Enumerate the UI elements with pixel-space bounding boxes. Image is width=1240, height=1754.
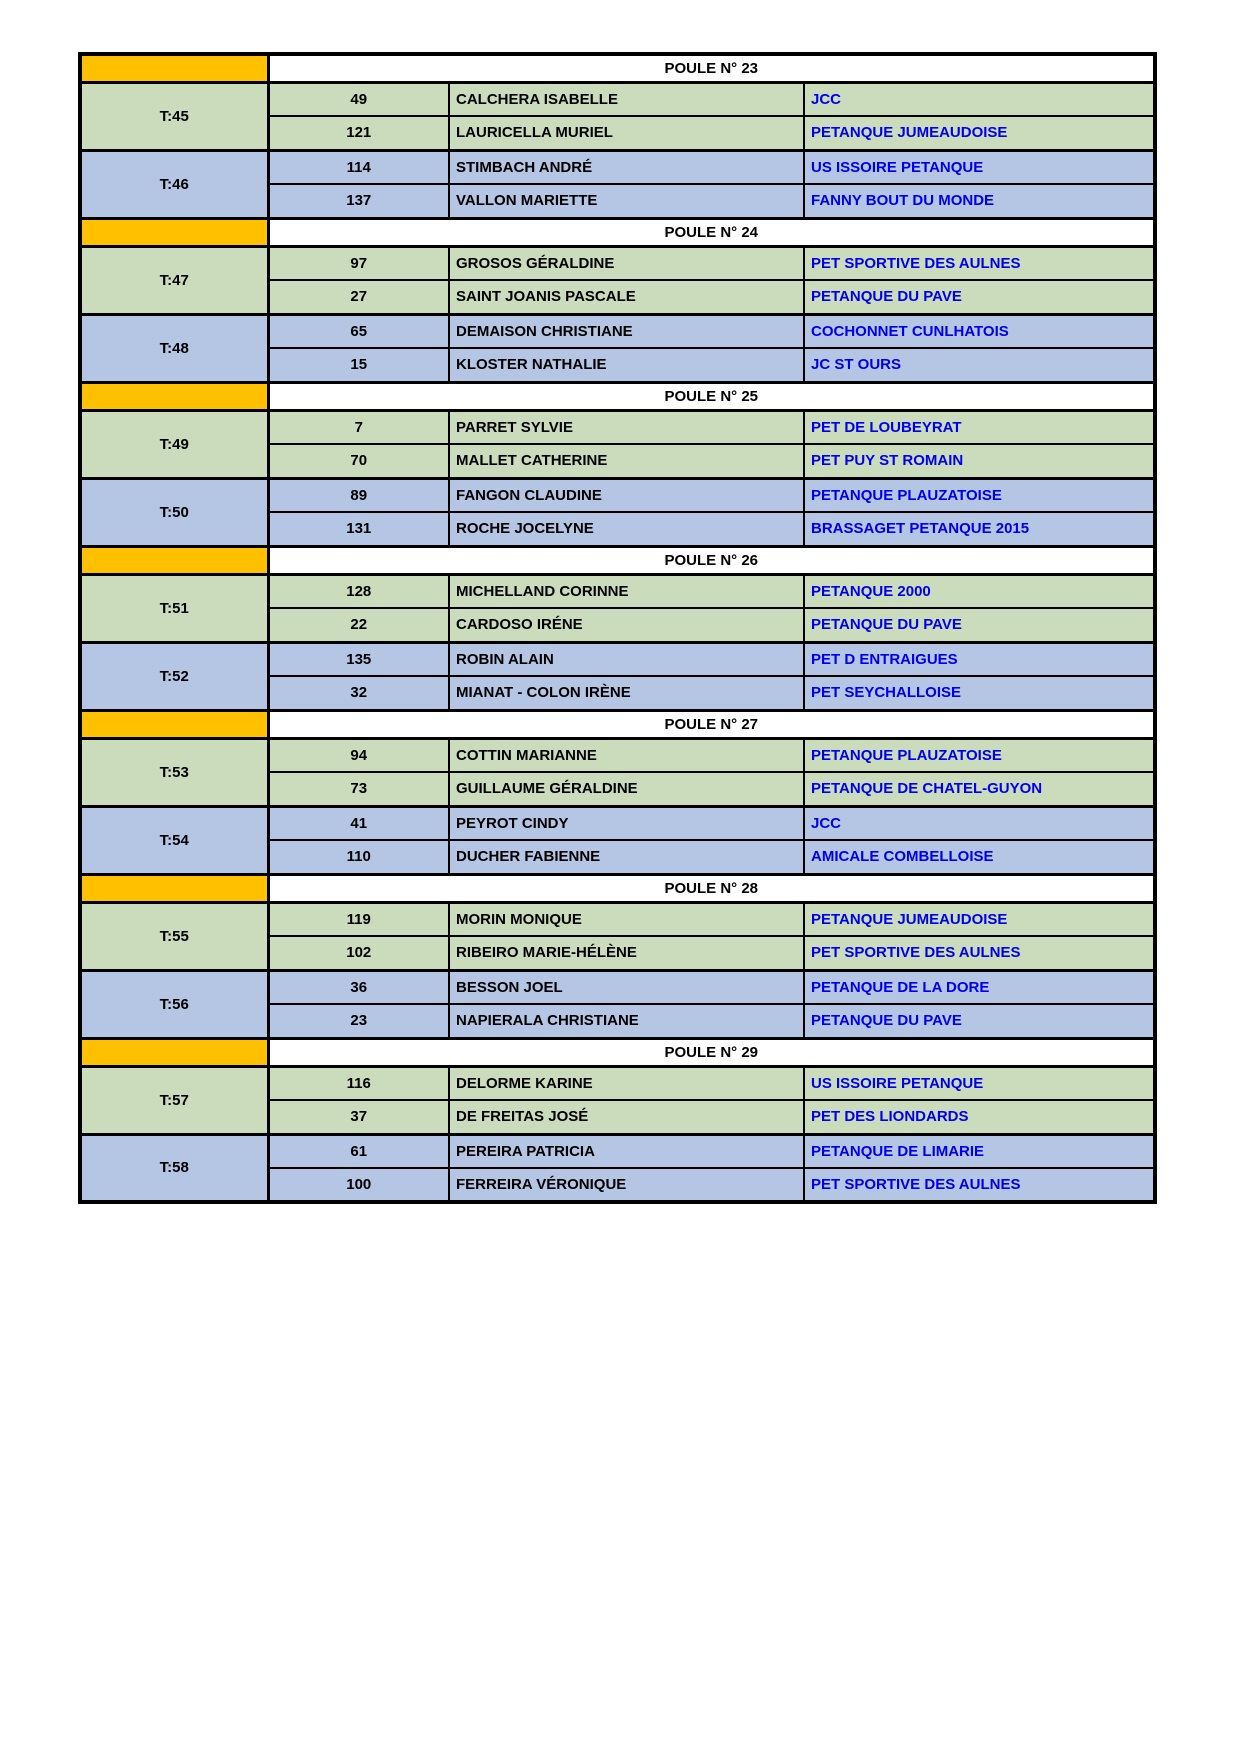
player-row	[80, 574, 1155, 608]
player-club-cell: FANNY BOUT DU MONDE	[804, 184, 1155, 218]
poule-title-cell: POULE N° 24	[268, 218, 1155, 246]
time-slot-cell: T:46	[80, 150, 268, 218]
player-row	[80, 246, 1155, 280]
time-slot-cell: T:49	[80, 410, 268, 478]
time-slot-cell: T:51	[80, 574, 268, 642]
player-number-cell: 7	[268, 410, 449, 444]
player-number-cell: 100	[268, 1168, 449, 1202]
player-row	[80, 478, 1155, 512]
player-name-cell: PARRET SYLVIE	[449, 410, 804, 444]
player-number-cell: 121	[268, 116, 449, 150]
player-name-cell: LAURICELLA MURIEL	[449, 116, 804, 150]
player-name-cell: CALCHERA ISABELLE	[449, 82, 804, 116]
player-club-cell: PET SEYCHALLOISE	[804, 676, 1155, 710]
time-slot-cell: T:47	[80, 246, 268, 314]
player-number-cell: 131	[268, 512, 449, 546]
player-number-cell: 22	[268, 608, 449, 642]
poule-header-row	[80, 710, 1155, 738]
player-number-cell: 32	[268, 676, 449, 710]
player-club-cell: AMICALE COMBELLOISE	[804, 840, 1155, 874]
player-row	[80, 410, 1155, 444]
player-row	[80, 970, 1155, 1004]
player-number-cell: 110	[268, 840, 449, 874]
player-number-cell: 70	[268, 444, 449, 478]
poule-header-spacer-cell	[80, 218, 268, 246]
player-number-cell: 49	[268, 82, 449, 116]
player-club-cell: PET SPORTIVE DES AULNES	[804, 246, 1155, 280]
poule-header-row	[80, 874, 1155, 902]
player-number-cell: 119	[268, 902, 449, 936]
poule-header-spacer-cell	[80, 710, 268, 738]
player-club-cell: JC ST OURS	[804, 348, 1155, 382]
player-club-cell: PETANQUE DU PAVE	[804, 280, 1155, 314]
player-number-cell: 128	[268, 574, 449, 608]
player-name-cell: PEYROT CINDY	[449, 806, 804, 840]
player-name-cell: DUCHER FABIENNE	[449, 840, 804, 874]
pools-table	[78, 52, 1157, 1204]
pools-table-body	[80, 54, 1155, 1202]
player-club-cell: PETANQUE DU PAVE	[804, 608, 1155, 642]
player-number-cell: 27	[268, 280, 449, 314]
player-name-cell: FANGON CLAUDINE	[449, 478, 804, 512]
player-name-cell: PEREIRA PATRICIA	[449, 1134, 804, 1168]
player-row	[80, 150, 1155, 184]
player-number-cell: 23	[268, 1004, 449, 1038]
player-number-cell: 41	[268, 806, 449, 840]
time-slot-cell: T:53	[80, 738, 268, 806]
player-club-cell: PETANQUE JUMEAUDOISE	[804, 902, 1155, 936]
time-slot-cell: T:45	[80, 82, 268, 150]
time-slot-cell: T:56	[80, 970, 268, 1038]
player-row	[80, 314, 1155, 348]
time-slot-cell: T:54	[80, 806, 268, 874]
player-number-cell: 135	[268, 642, 449, 676]
player-club-cell: PET SPORTIVE DES AULNES	[804, 1168, 1155, 1202]
time-slot-cell: T:52	[80, 642, 268, 710]
player-name-cell: MICHELLAND CORINNE	[449, 574, 804, 608]
time-slot-cell: T:57	[80, 1066, 268, 1134]
player-number-cell: 73	[268, 772, 449, 806]
poule-header-row	[80, 382, 1155, 410]
player-name-cell: CARDOSO IRÉNE	[449, 608, 804, 642]
player-club-cell: PETANQUE PLAUZATOISE	[804, 738, 1155, 772]
player-number-cell: 114	[268, 150, 449, 184]
player-club-cell: PETANQUE DE CHATEL-GUYON	[804, 772, 1155, 806]
player-row	[80, 902, 1155, 936]
player-name-cell: FERREIRA VÉRONIQUE	[449, 1168, 804, 1202]
player-number-cell: 61	[268, 1134, 449, 1168]
player-name-cell: MORIN MONIQUE	[449, 902, 804, 936]
player-club-cell: JCC	[804, 806, 1155, 840]
player-club-cell: PETANQUE DE LA DORE	[804, 970, 1155, 1004]
player-club-cell: JCC	[804, 82, 1155, 116]
player-name-cell: ROCHE JOCELYNE	[449, 512, 804, 546]
player-name-cell: GROSOS GÉRALDINE	[449, 246, 804, 280]
player-name-cell: BESSON JOEL	[449, 970, 804, 1004]
poule-header-spacer-cell	[80, 382, 268, 410]
poule-header-spacer-cell	[80, 874, 268, 902]
player-club-cell: US ISSOIRE PETANQUE	[804, 150, 1155, 184]
player-name-cell: DELORME KARINE	[449, 1066, 804, 1100]
player-club-cell: PETANQUE DU PAVE	[804, 1004, 1155, 1038]
poule-header-row	[80, 54, 1155, 82]
player-name-cell: GUILLAUME GÉRALDINE	[449, 772, 804, 806]
player-number-cell: 94	[268, 738, 449, 772]
poule-title-cell: POULE N° 29	[268, 1038, 1155, 1066]
player-name-cell: KLOSTER NATHALIE	[449, 348, 804, 382]
time-slot-cell: T:58	[80, 1134, 268, 1202]
poule-title-cell: POULE N° 23	[268, 54, 1155, 82]
player-name-cell: DE FREITAS JOSÉ	[449, 1100, 804, 1134]
player-row	[80, 82, 1155, 116]
poule-header-row	[80, 218, 1155, 246]
player-club-cell: PETANQUE PLAUZATOISE	[804, 478, 1155, 512]
player-number-cell: 37	[268, 1100, 449, 1134]
player-number-cell: 137	[268, 184, 449, 218]
player-name-cell: SAINT JOANIS PASCALE	[449, 280, 804, 314]
pool-sheet	[78, 52, 1157, 1204]
player-club-cell: PETANQUE JUMEAUDOISE	[804, 116, 1155, 150]
poule-header-row	[80, 546, 1155, 574]
poule-header-spacer-cell	[80, 54, 268, 82]
player-name-cell: MALLET CATHERINE	[449, 444, 804, 478]
player-club-cell: PETANQUE DE LIMARIE	[804, 1134, 1155, 1168]
player-name-cell: RIBEIRO MARIE-HÉLÈNE	[449, 936, 804, 970]
player-club-cell: PET PUY ST ROMAIN	[804, 444, 1155, 478]
player-row	[80, 738, 1155, 772]
poule-title-cell: POULE N° 26	[268, 546, 1155, 574]
player-club-cell: PETANQUE 2000	[804, 574, 1155, 608]
player-name-cell: DEMAISON CHRISTIANE	[449, 314, 804, 348]
player-name-cell: COTTIN MARIANNE	[449, 738, 804, 772]
poule-title-cell: POULE N° 27	[268, 710, 1155, 738]
player-club-cell: PET D ENTRAIGUES	[804, 642, 1155, 676]
poule-title-cell: POULE N° 28	[268, 874, 1155, 902]
player-number-cell: 102	[268, 936, 449, 970]
player-row	[80, 642, 1155, 676]
poule-title-cell: POULE N° 25	[268, 382, 1155, 410]
time-slot-cell: T:48	[80, 314, 268, 382]
player-row	[80, 1134, 1155, 1168]
player-club-cell: PET SPORTIVE DES AULNES	[804, 936, 1155, 970]
player-name-cell: VALLON MARIETTE	[449, 184, 804, 218]
player-row	[80, 1066, 1155, 1100]
player-number-cell: 65	[268, 314, 449, 348]
player-number-cell: 36	[268, 970, 449, 1004]
player-name-cell: STIMBACH ANDRÉ	[449, 150, 804, 184]
player-number-cell: 97	[268, 246, 449, 280]
poule-header-spacer-cell	[80, 1038, 268, 1066]
player-name-cell: NAPIERALA CHRISTIANE	[449, 1004, 804, 1038]
player-club-cell: PET DE LOUBEYRAT	[804, 410, 1155, 444]
player-name-cell: MIANAT - COLON IRÈNE	[449, 676, 804, 710]
poule-header-row	[80, 1038, 1155, 1066]
player-club-cell: BRASSAGET PETANQUE 2015	[804, 512, 1155, 546]
time-slot-cell: T:50	[80, 478, 268, 546]
time-slot-cell: T:55	[80, 902, 268, 970]
player-name-cell: ROBIN ALAIN	[449, 642, 804, 676]
player-club-cell: US ISSOIRE PETANQUE	[804, 1066, 1155, 1100]
player-row	[80, 806, 1155, 840]
player-club-cell: PET DES LIONDARDS	[804, 1100, 1155, 1134]
player-number-cell: 15	[268, 348, 449, 382]
player-number-cell: 89	[268, 478, 449, 512]
poule-header-spacer-cell	[80, 546, 268, 574]
player-number-cell: 116	[268, 1066, 449, 1100]
player-club-cell: COCHONNET CUNLHATOIS	[804, 314, 1155, 348]
